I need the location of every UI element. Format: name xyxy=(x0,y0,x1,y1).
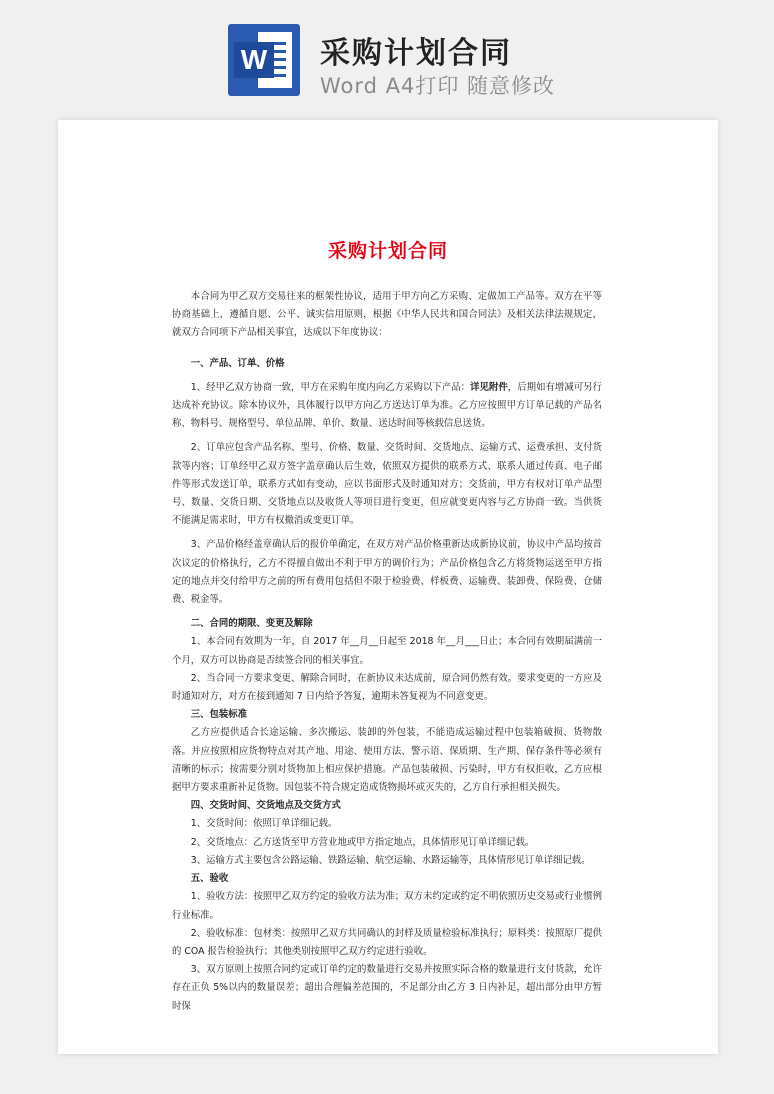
section-heading: 一、产品、订单、价格 xyxy=(190,357,285,369)
paragraph: 1、交货时间：依照订单详细记载。 xyxy=(190,818,338,830)
paragraph: 2、订单应包含产品名称、型号、价格、数量、交货时间、交货地点、运输方式、运费承担、支付货款等内容；订单经甲乙双方签字盖章确认后生效，依照双方提供的联系方式、联系人通过传真、电子邮件等形式发送订单，联系方式如有变动，应以书面形式及时通知对方；交货前，甲方有权对订单产品型号、数量、交货日期、交货地点以及收货人等项目进行变更，但应就变更内容与乙方协商一致。当供货不能满足需求时，甲方有权撤消或变更订单。 xyxy=(172,442,602,527)
section-heading: 五、验收 xyxy=(190,873,229,885)
paragraph: 3、产品价格经盖章确认后的报价单确定，在双方对产品价格重新达成新协议前，协议中产品均按首次议定的价格执行，乙方不得擅自做出不利于甲方的调价行为；产品价格包含乙方将货物运送至甲方指定的地点并交付给甲方之前的所有费用包括但不限于检验费、样板费、运输费、装卸费、保险费、仓储费、税金等。 xyxy=(172,539,602,606)
paragraph: 2、当合同一方要求变更、解除合同时，在新协议未达成前，原合同仍然有效。要求变更的一方应及时通知对方，对方在接到通知 7 日内给予答复，逾期未答复视为不同意变更。 xyxy=(172,672,602,703)
bold-text: 详见附件 xyxy=(470,381,508,393)
header-title: 采购计划合同 xyxy=(320,36,512,71)
watermark xyxy=(105,424,131,462)
document-page xyxy=(58,120,718,1054)
paragraph: 乙方应提供适合长途运输、多次搬运、装卸的外包装，不能造成运输过程中包装箱破损、货物散落。并应按照相应货物特点对其产地、用途、使用方法、警示语、保质期、生产期、保存条件等必须有清晰的标示；按需要分别对货物加上相应保护措施。产品包装破损、污染时，甲方有权拒收，乙方应根据甲方要求重新补足货物。因包装不符合规定造成货物损坏或灭失的，乙方自行承担相关损失。 xyxy=(172,727,602,794)
section-heading: 三、包装标准 xyxy=(190,709,248,721)
paragraph: 2、验收标准：包材类：按照甲乙双方共同确认的封样及质量检验标准执行；原料类：按照原厂提供的 COA 报告检验执行；其他类别按照甲乙双方约定进行验收。 xyxy=(172,927,602,957)
document-title: 采购计划合同 xyxy=(327,240,448,262)
paragraph: 1、本合同有效期为一年，自 2017 年__月__日起至 2018 年__月___日止；本合同有效期届满前一个月，双方可以协商是否续签合同的相关事宜。 xyxy=(172,636,602,666)
intro-paragraph: 本合同为甲乙双方交易往来的框架性协议，适用于甲方向乙方采购、定做加工产品等。双方在平等协商基础上，遵循自愿、公平、诚实信用原则，根据《中华人民共和国合同法》及相关法律法规规定，就双方合同项下产品相关事宜，达成以下年度协议： xyxy=(172,291,602,339)
paragraph: 1、经甲乙双方协商一致，甲方在采购年度内向乙方采购以下产品：详见附件，后期如有增减可另行达成补充协议。除本协议外，具体履行以甲方向乙方送达订单为准。乙方应按照甲方订单记载的产品名称、物料号、规格型号、单位品牌、单价、数量、送达时间等核载信息送货。 xyxy=(172,381,602,430)
document-body xyxy=(172,288,602,1016)
paragraph: 2、交货地点：乙方送货至甲方营业地或甲方指定地点，具体情形见订单详细记载。 xyxy=(190,836,535,848)
paragraph: 1、验收方法：按照甲乙双方约定的验收方法为准；双方未约定或约定不明依照历史交易或行业惯例行业标准。 xyxy=(172,891,602,921)
section-heading: 二、合同的期限、变更及解除 xyxy=(190,618,313,630)
word-icon-letter: W xyxy=(234,42,274,78)
word-app-icon xyxy=(228,24,300,96)
paragraph: 3、运输方式主要包含公路运输、铁路运输、航空运输、水路运输等，具体情形见订单详细记载。 xyxy=(190,854,591,866)
page-header xyxy=(0,0,774,112)
header-subtitle: Word A4打印 随意修改 xyxy=(320,74,556,98)
paragraph: 3、双方原则上按照合同约定或订单约定的数量进行交易并按照实际合格的数量进行支付货款，允许存在正负 5%以内的数量误差；超出合理偏差范围的，不足部分由乙方 3 日内补足，超出部分由甲方暂时保 xyxy=(172,964,602,1012)
section-heading: 四、交货时间、交货地点及交货方式 xyxy=(190,800,341,812)
